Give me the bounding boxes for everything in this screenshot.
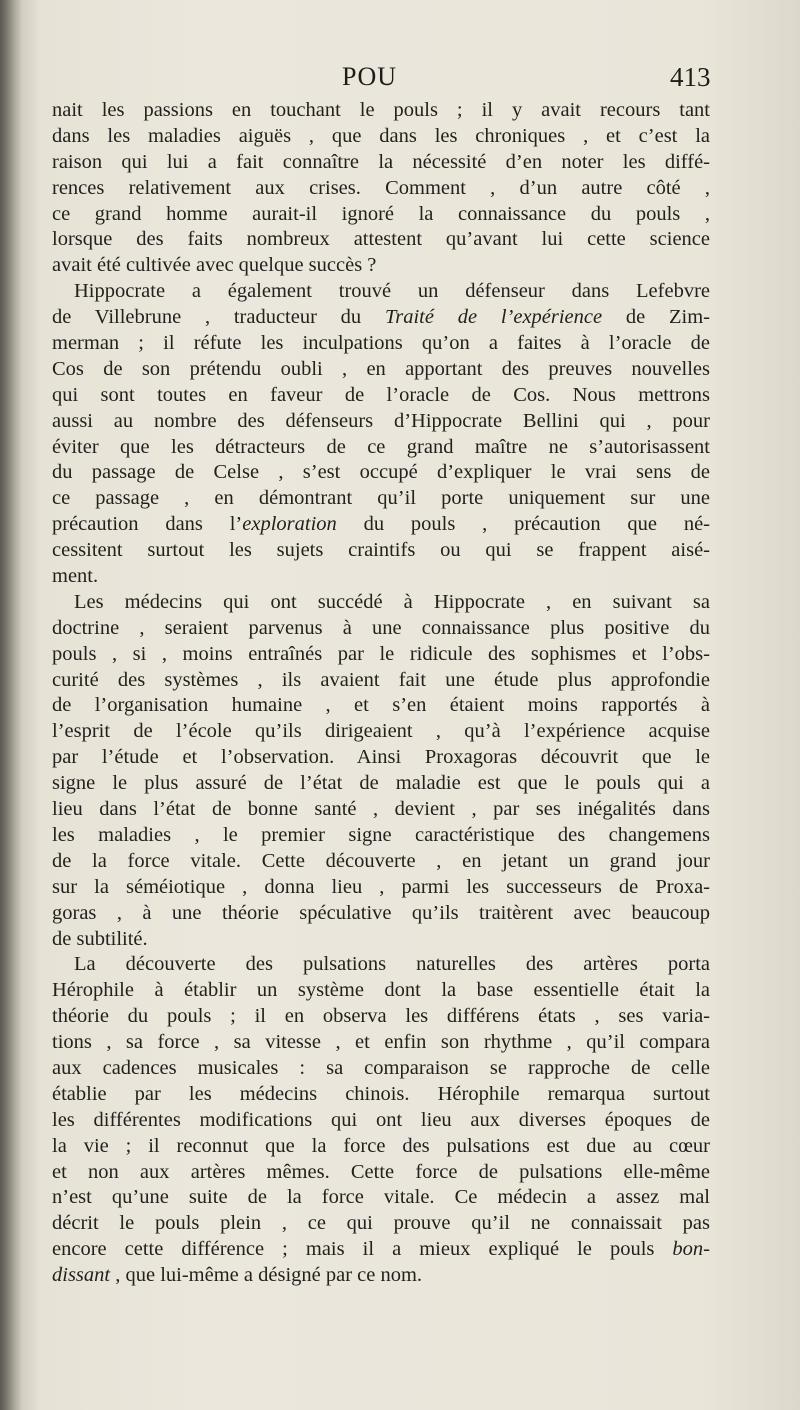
text-line: rences relativement aux crises. Comment , d’un autre côté , <box>52 176 710 199</box>
text-line: lieu dans l’état de bonne santé , devient , par ses inégalités dans <box>52 798 710 821</box>
text-line: cessitent surtout les sujets craintifs ou qui se frappent aisé- <box>52 539 710 562</box>
text-line: merman ; il réfute les inculpations qu’on a faites à l’oracle de <box>52 332 710 355</box>
page-header <box>52 62 712 102</box>
text-line: les différentes modifications qui ont lieu aux diverses époques de <box>52 1108 710 1131</box>
text-line: la vie ; il reconnut que la force des pulsations est due au cœur <box>52 1134 710 1157</box>
text-line: Hérophile à établir un système dont la base essentielle était la <box>52 979 710 1002</box>
text-line: n’est qu’une suite de la force vitale. Ce médecin a assez mal <box>52 1186 710 1209</box>
italic-text: bon- <box>672 1238 710 1261</box>
text-line: raison qui lui a fait connaître la nécessité d’en noter les diffé- <box>52 150 710 173</box>
text-line: aux cadences musicales : sa comparaison se rapproche de celle <box>52 1056 710 1079</box>
text-line: de l’organisation humaine , et s’en étaient moins rapportés à <box>52 694 710 717</box>
text-line: encore cette différence ; mais il a mieux expliqué le pouls bon- <box>52 1238 710 1261</box>
text-line: décrit le pouls plein , ce qui prouve qu’il ne connaissait pas <box>52 1212 710 1235</box>
text-line: Les médecins qui ont succédé à Hippocrate , en suivant sa <box>74 590 710 613</box>
text-line: avait été cultivée avec quelque succès ? <box>52 254 377 277</box>
text-line: goras , à une théorie spéculative qu’ils traitèrent avec beaucoup <box>52 901 710 924</box>
text-line: les maladies , le premier signe caractéristique des changemens <box>52 823 710 846</box>
text-line: précaution dans l’exploration du pouls , précaution que né- <box>52 513 710 536</box>
text-line: La découverte des pulsations naturelles des artères porta <box>74 953 710 976</box>
text-line: nait les passions en touchant le pouls ; il y avait recours tant <box>52 99 710 121</box>
text-line: du passage de Celse , s’est occupé d’expliquer le vrai sens de <box>52 461 710 484</box>
text-line: ce grand homme aurait-il ignoré la connaissance du pouls , <box>52 202 710 225</box>
body-text <box>52 98 710 1289</box>
text-line: curité des systèmes , ils avaient fait une étude plus approfondie <box>52 668 710 691</box>
text-line: dissant , que lui-même a désigné par ce nom. <box>52 1264 423 1287</box>
italic-text: exploration <box>242 513 337 536</box>
italic-text: Traité de l’expérience <box>384 306 603 329</box>
text-line: l’esprit de l’école qu’ils dirigeaient , qu’à l’expérience acquise <box>52 720 710 743</box>
text-line: et non aux artères mêmes. Cette force de pulsations elle-même <box>52 1160 710 1183</box>
text-line: ment. <box>52 565 99 588</box>
text-line: établie par les médecins chinois. Hérophile remarqua surtout <box>52 1082 710 1105</box>
text-line: signe le plus assuré de l’état de maladie est que le pouls qui a <box>52 772 710 795</box>
binding-shadow <box>0 0 22 1410</box>
text-line: de subtilité. <box>52 927 148 950</box>
text-line: doctrine , seraient parvenus à une connaissance plus positive du <box>52 616 710 639</box>
italic-text: dissant <box>52 1264 111 1287</box>
text-line: Hippocrate a également trouvé un défenseur dans Lefebvre <box>74 280 710 303</box>
text-line: de la force vitale. Cette découverte , en jetant un grand jour <box>52 849 710 872</box>
text-line: théorie du pouls ; il en observa les différens états , ses varia- <box>52 1005 710 1028</box>
text-line: tions , sa force , sa vitesse , et enfin son rhythme , qu’il compara <box>52 1031 710 1054</box>
text-line: lorsque des faits nombreux attestent qu’avant lui cette science <box>52 228 710 251</box>
text-line: ce passage , en démontrant qu’il porte uniquement sur une <box>52 487 710 510</box>
text-line: sur la séméiotique , donna lieu , parmi les successeurs de Proxa- <box>52 875 710 898</box>
text-line: par l’étude et l’observation. Ainsi Proxagoras découvrit que le <box>52 746 710 769</box>
text-line: qui sont toutes en faveur de l’oracle de Cos. Nous mettrons <box>52 383 710 406</box>
text-line: pouls , si , moins entraînés par le ridicule des sophismes et l’obs- <box>52 642 710 665</box>
text-line: Cos de son prétendu oubli , en apportant des preuves nouvelles <box>52 357 710 380</box>
text-line: aussi au nombre des défenseurs d’Hippocrate Bellini qui , pour <box>52 409 710 432</box>
text-line: dans les maladies aiguës , que dans les chroniques , et c’est la <box>52 124 710 147</box>
running-head: POU <box>342 62 398 91</box>
page-number: 413 <box>670 62 711 92</box>
text-line: éviter que les détracteurs de ce grand maître ne s’autorisassent <box>52 435 710 458</box>
text-line: de Villebrune , traducteur du Traité de l’expérience de Zim- <box>52 306 710 329</box>
